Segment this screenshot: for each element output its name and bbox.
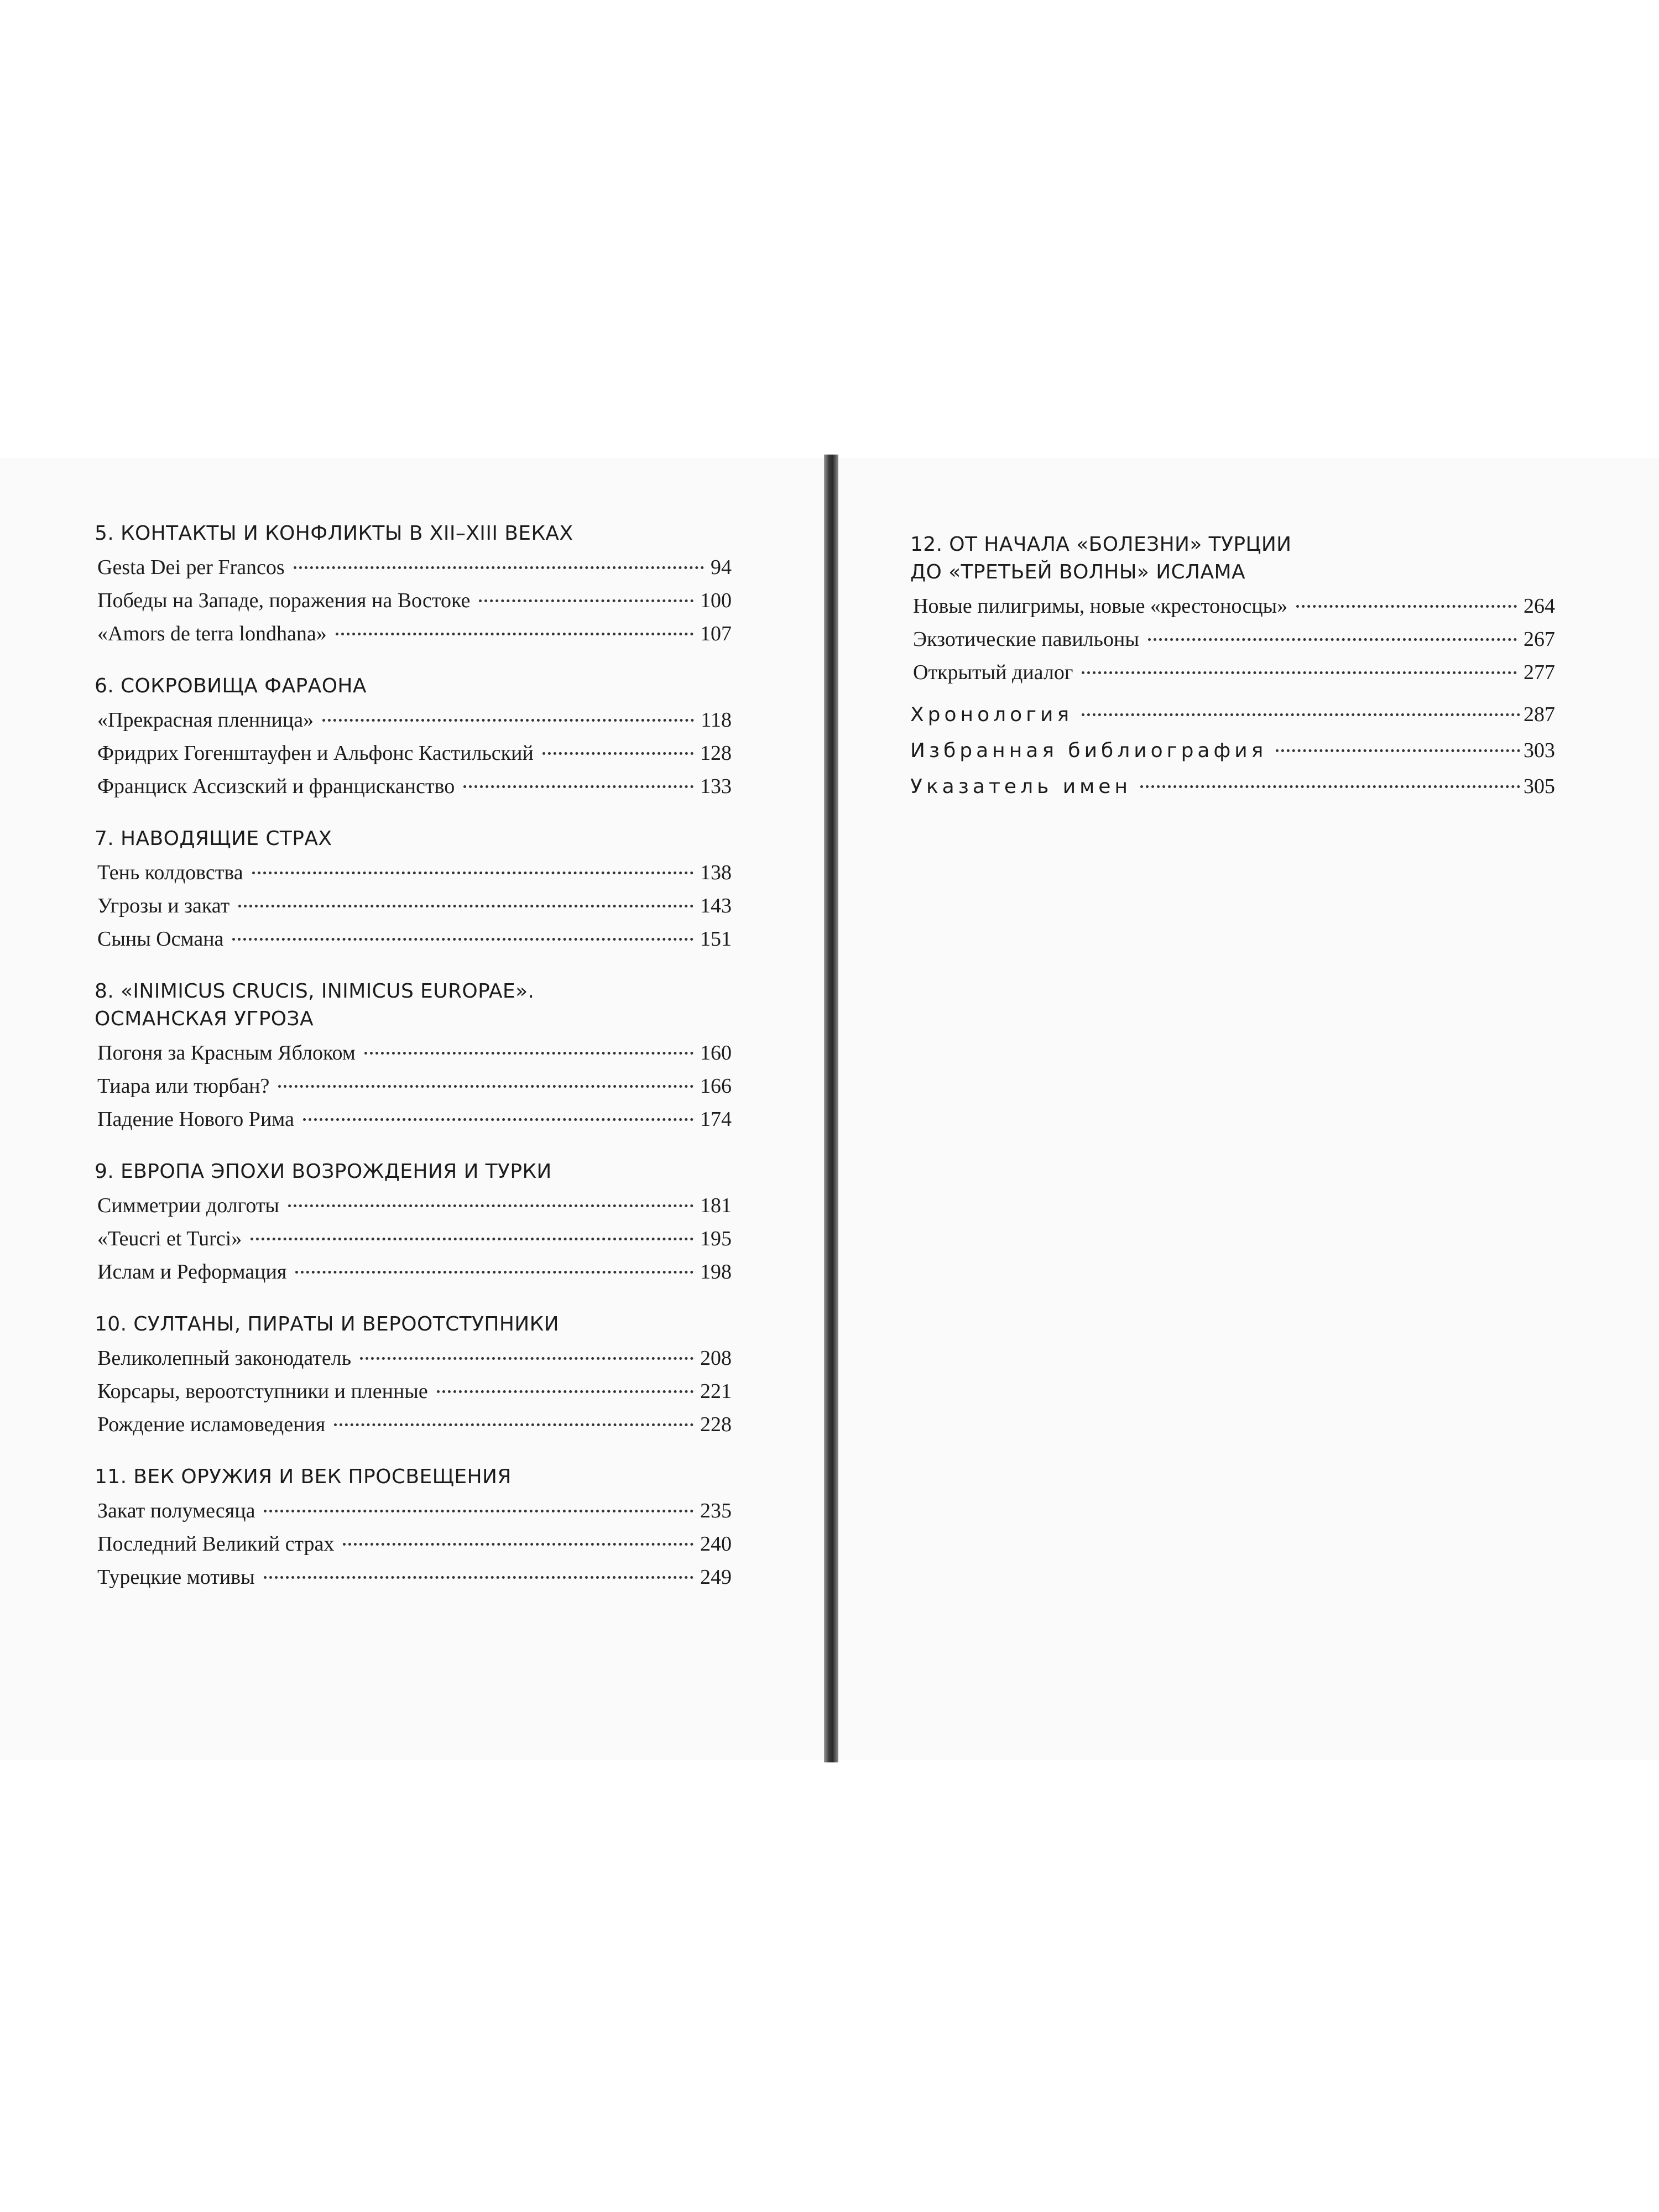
chapter-12: [910, 531, 1555, 689]
entry-label: Новые пилигримы, новые «крестоносцы»: [913, 594, 1288, 618]
chapter-title: 6. СОКРОВИЩА ФАРАОНА: [95, 675, 367, 697]
page-number: 208: [700, 1347, 732, 1370]
entry-label: Франциск Ассизский и францисканство: [97, 775, 455, 798]
dot-leader: [303, 1118, 693, 1121]
entry-label: Последний Великий страх: [97, 1532, 335, 1556]
entry-label: Рождение исламоведения: [97, 1413, 326, 1436]
entry-label: Экзотические павильоны: [913, 628, 1139, 651]
page-number: 160: [700, 1041, 732, 1065]
toc-entry: [95, 737, 732, 770]
toc-entry: [95, 889, 732, 922]
chapter-title-line2: ДО «ТРЕТЬЕЙ ВОЛНЫ» ИСЛАМА: [910, 561, 1246, 583]
toc-entry: [910, 589, 1555, 623]
entry-label: «Teucri et Turci»: [97, 1227, 242, 1250]
chapter-title: 12. ОТ НАЧАЛА «БОЛЕЗНИ» ТУРЦИИ: [910, 533, 1292, 556]
toc-entry: [95, 1494, 732, 1527]
toc-entry-name-index: [910, 769, 1555, 805]
page-number: 277: [1524, 661, 1555, 684]
page-number: 235: [700, 1499, 732, 1522]
entry-label: Открытый диалог: [913, 661, 1073, 684]
page-number: 151: [700, 927, 732, 951]
dot-leader: [294, 566, 704, 569]
back-matter: [910, 697, 1555, 805]
entry-label: Симметрии долготы: [97, 1194, 279, 1217]
page-number: 264: [1524, 594, 1555, 618]
dot-leader: [364, 1052, 693, 1055]
page-number: 221: [700, 1380, 732, 1403]
entry-label: Тиара или тюрбан?: [97, 1074, 270, 1098]
entry-label: Великолепный законодатель: [97, 1347, 352, 1370]
entry-label: Фридрих Гогенштауфен и Альфонс Кастильский: [97, 742, 534, 765]
page-number: 138: [700, 861, 732, 884]
dot-leader: [336, 633, 693, 635]
page-number: 118: [701, 708, 732, 732]
entry-label: Падение Нового Рима: [97, 1108, 294, 1131]
toc-entry: [95, 584, 732, 617]
entry-label: Избранная библиография: [910, 739, 1267, 762]
page-number: 303: [1524, 739, 1555, 762]
dot-leader: [238, 905, 693, 907]
toc-entry: [95, 1408, 732, 1441]
toc-entry: [95, 617, 732, 650]
toc-entry: [95, 1375, 732, 1408]
chapter-title: 7. НАВОДЯЩИЕ СТРАХ: [95, 827, 332, 850]
dot-leader: [360, 1357, 693, 1360]
chapter-9: [95, 1158, 732, 1288]
chapter-6: [95, 672, 732, 803]
page-number: 128: [700, 742, 732, 765]
toc-entry: [95, 1070, 732, 1103]
chapter-title: 8. «INIMICUS CRUCIS, INIMICUS EUROPAE».: [95, 980, 535, 1003]
page-number: 249: [700, 1566, 732, 1589]
dot-leader: [251, 1238, 693, 1240]
entry-label: Закат полумесяца: [97, 1499, 255, 1522]
entry-label: Корсары, вероотступники и пленные: [97, 1380, 428, 1403]
dot-leader: [479, 599, 693, 602]
toc-entry: [95, 703, 732, 737]
toc-entry: [95, 1036, 732, 1070]
dot-leader: [437, 1390, 693, 1393]
toc-entry: [95, 1342, 732, 1375]
page-number: 198: [700, 1260, 732, 1284]
entry-label: Хронология: [910, 703, 1073, 726]
entry-label: Тень колдовства: [97, 861, 243, 884]
toc-entry: [95, 922, 732, 956]
page-number: 228: [700, 1413, 732, 1436]
dot-leader: [463, 785, 693, 788]
chapter-7: [95, 825, 732, 956]
page-number: 166: [700, 1074, 732, 1098]
toc-entry-bibliography: [910, 733, 1555, 769]
chapter-title: 5. КОНТАКТЫ И КОНФЛИКТЫ В XII–XIII ВЕКАХ: [95, 522, 573, 545]
chapter-10: [95, 1311, 732, 1441]
chapter-title: 9. ЕВРОПА ЭПОХИ ВОЗРОЖДЕНИЯ И ТУРКИ: [95, 1160, 552, 1183]
entry-label: «Amors de terra londhana»: [97, 622, 327, 645]
chapter-title: 11. ВЕК ОРУЖИЯ И ВЕК ПРОСВЕЩЕНИЯ: [95, 1465, 512, 1488]
chapter-11: [95, 1463, 732, 1594]
page-number: 143: [700, 894, 732, 917]
dot-leader: [1148, 638, 1517, 641]
page-number: 107: [700, 622, 732, 645]
dot-leader: [542, 752, 693, 755]
toc-entry: [95, 770, 732, 803]
page-number: 240: [700, 1532, 732, 1556]
entry-label: Турецкие мотивы: [97, 1566, 255, 1589]
dot-leader: [278, 1085, 693, 1088]
page-number: 94: [711, 556, 732, 579]
entry-label: Победы на Западе, поражения на Востоке: [97, 589, 471, 612]
entry-label: Gesta Dei per Francos: [97, 556, 285, 579]
toc-entry: [95, 1561, 732, 1594]
dot-leader: [288, 1204, 693, 1207]
chapter-5: [95, 520, 732, 650]
toc-entry-chronology: [910, 697, 1555, 733]
toc-entry: [95, 1527, 732, 1561]
entry-label: «Прекрасная пленница»: [97, 708, 314, 732]
entry-label: Сыны Османа: [97, 927, 224, 951]
toc-entry: [95, 1189, 732, 1222]
dot-leader: [1082, 671, 1517, 674]
toc-entry: [95, 1103, 732, 1136]
entry-label: Ислам и Реформация: [97, 1260, 287, 1284]
page-number: 174: [700, 1108, 732, 1131]
dot-leader: [232, 938, 693, 941]
right-page-contents: [910, 531, 1555, 805]
chapter-8: [95, 978, 732, 1136]
dot-leader: [252, 872, 693, 874]
chapter-title: 10. СУЛТАНЫ, ПИРАТЫ И ВЕРООТСТУПНИКИ: [95, 1313, 559, 1335]
dot-leader: [264, 1576, 693, 1579]
dot-leader: [1082, 713, 1520, 716]
dot-leader: [1276, 749, 1520, 752]
entry-label: Угрозы и закат: [97, 894, 230, 917]
toc-entry: [95, 551, 732, 584]
entry-label: Погоня за Красным Яблоком: [97, 1041, 356, 1065]
dot-leader: [334, 1423, 693, 1426]
page-number: 287: [1524, 703, 1555, 726]
dot-leader: [264, 1510, 693, 1512]
toc-entry: [95, 1255, 732, 1288]
toc-entry: [95, 1222, 732, 1255]
chapter-title-line2: ОСМАНСКАЯ УГРОЗА: [95, 1008, 314, 1030]
dot-leader: [322, 719, 694, 722]
dot-leader: [343, 1543, 693, 1546]
dot-leader: [295, 1271, 693, 1274]
page-number: 181: [700, 1194, 732, 1217]
page-number: 133: [700, 775, 732, 798]
page-number: 267: [1524, 628, 1555, 651]
dot-leader: [1296, 605, 1517, 608]
toc-entry: [910, 623, 1555, 656]
book-gutter: [824, 455, 838, 1762]
dot-leader: [1140, 785, 1520, 788]
toc-entry: [95, 856, 732, 889]
page-number: 305: [1524, 775, 1555, 798]
page-number: 195: [700, 1227, 732, 1250]
entry-label: Указатель имен: [910, 775, 1131, 798]
toc-entry: [910, 656, 1555, 689]
left-page-contents: [95, 520, 732, 1594]
page-number: 100: [700, 589, 732, 612]
